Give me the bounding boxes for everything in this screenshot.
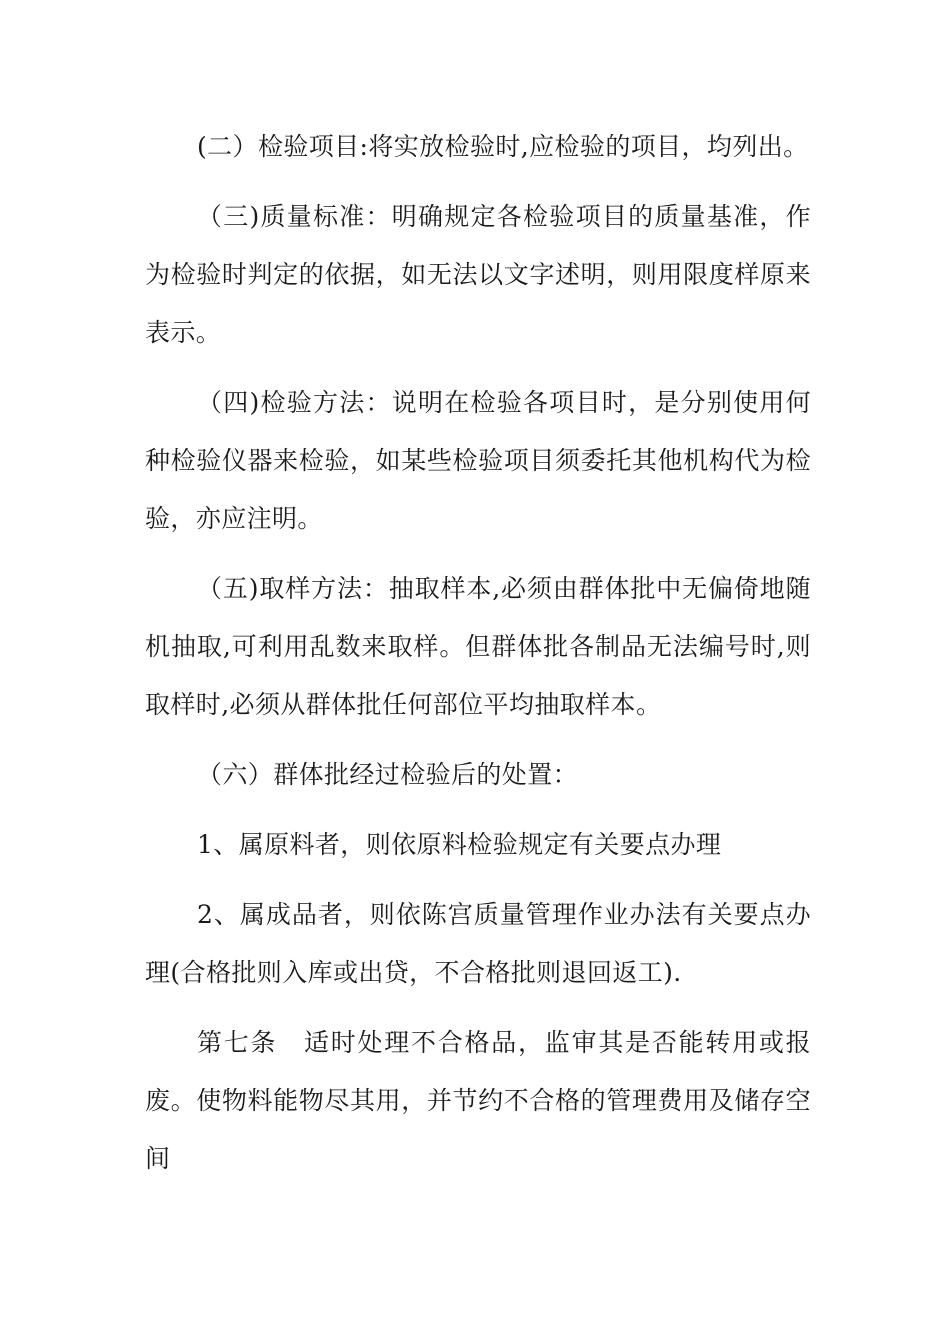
paragraph-inspection-items: (二）检验项目:将实放检验时,应检验的项目，均列出。 [197,132,809,161]
paragraph-article-seven: 第七条 适时处理不合格品，监审其是否能转用或报废。使物料能物尽其用，并节约不合格的管理费用及储存空间 [145,1028,811,1173]
paragraph-raw-materials: 1、属原料者，则依原料检验规定有关要点办理 [197,830,722,859]
paragraph-finished-products: 2、属成品者，则依陈宫质量管理作业办法有关要点办理(合格批则入库或出贷，不合格批则退回返工). [145,900,811,987]
document-body [145,118,811,1200]
paragraph-quality-standard: （三)质量标准：明确规定各检验项目的质量基准，作为检验时判定的依据，如无法以文字述明，则用限度样原来表示。 [145,202,811,347]
paragraph-post-inspection-handling: （六）群体批经过检验后的处置： [197,760,579,789]
paragraph-inspection-method: （四)检验方法：说明在检验各项目时，是分别使用何种检验仪器来检验，如某些检验项目须委托其他机构代为检验，亦应注明。 [145,388,811,533]
paragraph-sampling-method: （五)取样方法：抽取样本,必须由群体批中无偏倚地随机抽取,可利用乱数来取样。但群体批各制品无法编号时,则取样时,必须从群体批任何部位平均抽取样本。 [145,574,811,719]
